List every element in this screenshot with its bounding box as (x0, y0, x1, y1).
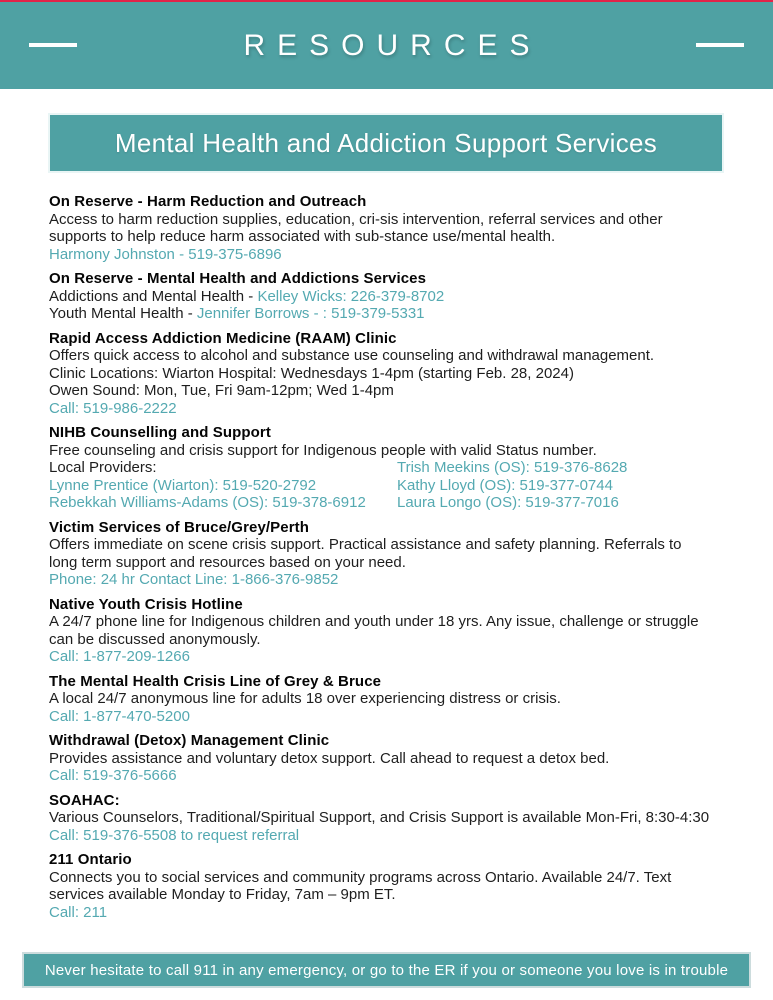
emergency-footer-banner (22, 952, 751, 988)
resource-section-title: Withdrawal (Detox) Management Clinic (49, 732, 330, 749)
resource-section (49, 519, 733, 589)
decorative-dash-right-icon (696, 43, 744, 47)
resource-list (0, 173, 773, 921)
resource-section-line (49, 904, 733, 922)
resource-section (49, 193, 733, 263)
contact-link: Kathy Lloyd (OS): 519-377-0744 (397, 476, 613, 494)
provider-line (49, 459, 397, 477)
resource-section-line (49, 750, 733, 768)
resource-section-title: NIHB Counselling and Support (49, 424, 271, 441)
resource-section (49, 732, 733, 785)
resource-section-title: On Reserve - Mental Health and Addictions Services (49, 270, 427, 287)
contact-link: Call: 1-877-470-5200 (49, 707, 190, 725)
body-text: Youth Mental Health - (49, 305, 197, 322)
resource-section-line (49, 211, 733, 229)
category-banner-title: Mental Health and Addiction Support Services (114, 127, 658, 158)
resource-section (49, 673, 733, 726)
resource-section-title: Native Youth Crisis Hotline (49, 595, 243, 613)
body-text: Free counseling and crisis support for Indigenous people with valid Status number. (49, 441, 597, 459)
decorative-dash-left-icon (29, 43, 77, 47)
resource-section-title: On Reserve - Harm Reduction and Outreach (49, 193, 367, 210)
contact-link: Call: 1-877-209-1266 (49, 648, 190, 665)
contact-link: Laura Longo (OS): 519-377-7016 (397, 494, 619, 511)
body-text: Addictions and Mental Health - (49, 287, 258, 305)
resource-section-line (49, 347, 733, 365)
contact-link: Trish Meekins (OS): 519-376-8628 (397, 459, 628, 476)
body-text: Offers quick access to alcohol and substance use counseling and withdrawal management. (49, 347, 655, 364)
resource-section (49, 596, 733, 666)
resource-section-line (49, 554, 733, 572)
body-text: Owen Sound: Mon, Tue, Fri 9am-12pm; Wed 1-4pm (49, 382, 394, 399)
resource-section-line (49, 305, 733, 323)
resource-section-line (49, 246, 733, 264)
page-header (0, 2, 773, 89)
contact-link: Harmony Johnston - 519-375-6896 (49, 245, 282, 263)
body-text: services available Monday to Friday, 7am – 9pm ET. (49, 886, 396, 903)
contact-link: Call: 519-376-5508 to request referral (49, 826, 300, 844)
provider-line (49, 494, 397, 512)
resource-section-title: SOAHAC: (49, 791, 120, 809)
resource-section-line (49, 365, 733, 383)
resource-section-title: The Mental Health Crisis Line of Grey & Bruce (49, 672, 382, 690)
resource-section-line (49, 400, 733, 418)
contact-link: Rebekkah Williams-Adams (OS): 519-378-6912 (49, 494, 366, 511)
resource-section-line (49, 382, 733, 400)
provider-line (49, 477, 397, 495)
resource-section-title: Rapid Access Addiction Medicine (RAAM) Clinic (49, 329, 397, 347)
resource-section-line (49, 288, 733, 306)
resource-section-line (49, 442, 733, 460)
resource-section (49, 851, 733, 921)
contact-link: Kelley Wicks: 226-379-8702 (257, 287, 445, 305)
contact-link: Jennifer Borrows - : 519-379-5331 (196, 305, 425, 322)
resource-section-line (49, 827, 733, 845)
resource-section-line (49, 869, 733, 887)
contact-link: Call: 519-986-2222 (49, 399, 177, 417)
body-text: supports to help reduce harm associated with sub-stance use/mental health. (49, 228, 556, 245)
resource-section-line (49, 228, 733, 246)
provider-line (397, 459, 733, 477)
resource-section-line (49, 613, 733, 631)
resource-section-line (49, 631, 733, 649)
body-text: Provides assistance and voluntary detox support. Call ahead to request a detox bed. (49, 749, 610, 767)
resource-section-line (49, 648, 733, 666)
provider-column-left (49, 459, 397, 512)
resource-section-title: 211 Ontario (49, 851, 132, 868)
body-text: can be discussed anonymously. (49, 630, 261, 648)
provider-columns (49, 459, 733, 512)
contact-link: Phone: 24 hr Contact Line: 1-866-376-9852 (49, 571, 339, 588)
body-text: Access to harm reduction supplies, education, cri-sis intervention, referral services and other (49, 210, 663, 228)
resource-section-line (49, 708, 733, 726)
body-text: A 24/7 phone line for Indigenous children and youth under 18 yrs. Any issue, challenge or struggle (49, 613, 699, 630)
emergency-footer-text: Never hesitate to call 911 in any emergency, or go to the ER if you or someone you love is in trouble (44, 961, 729, 979)
category-banner (48, 113, 724, 173)
resource-section (49, 424, 733, 512)
resource-section-line (49, 809, 733, 827)
contact-link: Lynne Prentice (Wiarton): 519-520-2792 (49, 476, 317, 494)
page-title: RESOURCES (243, 28, 542, 62)
body-text: A local 24/7 anonymous line for adults 18 over experiencing distress or crisis. (49, 690, 561, 707)
body-text: long term support and resources based on your need. (49, 553, 406, 571)
provider-column-right (397, 459, 733, 512)
resource-section-line (49, 536, 733, 554)
resource-section-line (49, 767, 733, 785)
resource-section (49, 792, 733, 845)
body-text: Various Counselors, Traditional/Spiritual Support, and Crisis Support is available Mon-Fri, 8:30-4:30 (49, 809, 710, 826)
resource-section-line (49, 886, 733, 904)
resource-section (49, 270, 733, 323)
provider-line (397, 477, 733, 495)
body-text: Offers immediate on scene crisis support. Practical assistance and safety planning. Referrals to (49, 536, 682, 553)
contact-link: Call: 519-376-5666 (49, 767, 177, 784)
resource-section-line (49, 571, 733, 589)
resource-section-title: Victim Services of Bruce/Grey/Perth (49, 518, 310, 536)
provider-line (397, 494, 733, 512)
body-text: Clinic Locations: Wiarton Hospital: Wednesdays 1-4pm (starting Feb. 28, 2024) (49, 364, 574, 382)
body-text: Connects you to social services and community programs across Ontario. Available 24/7. Text (49, 868, 672, 886)
body-text: Local Providers: (49, 459, 157, 476)
contact-link: Call: 211 (49, 903, 108, 921)
resource-section-line (49, 690, 733, 708)
resource-section (49, 330, 733, 418)
